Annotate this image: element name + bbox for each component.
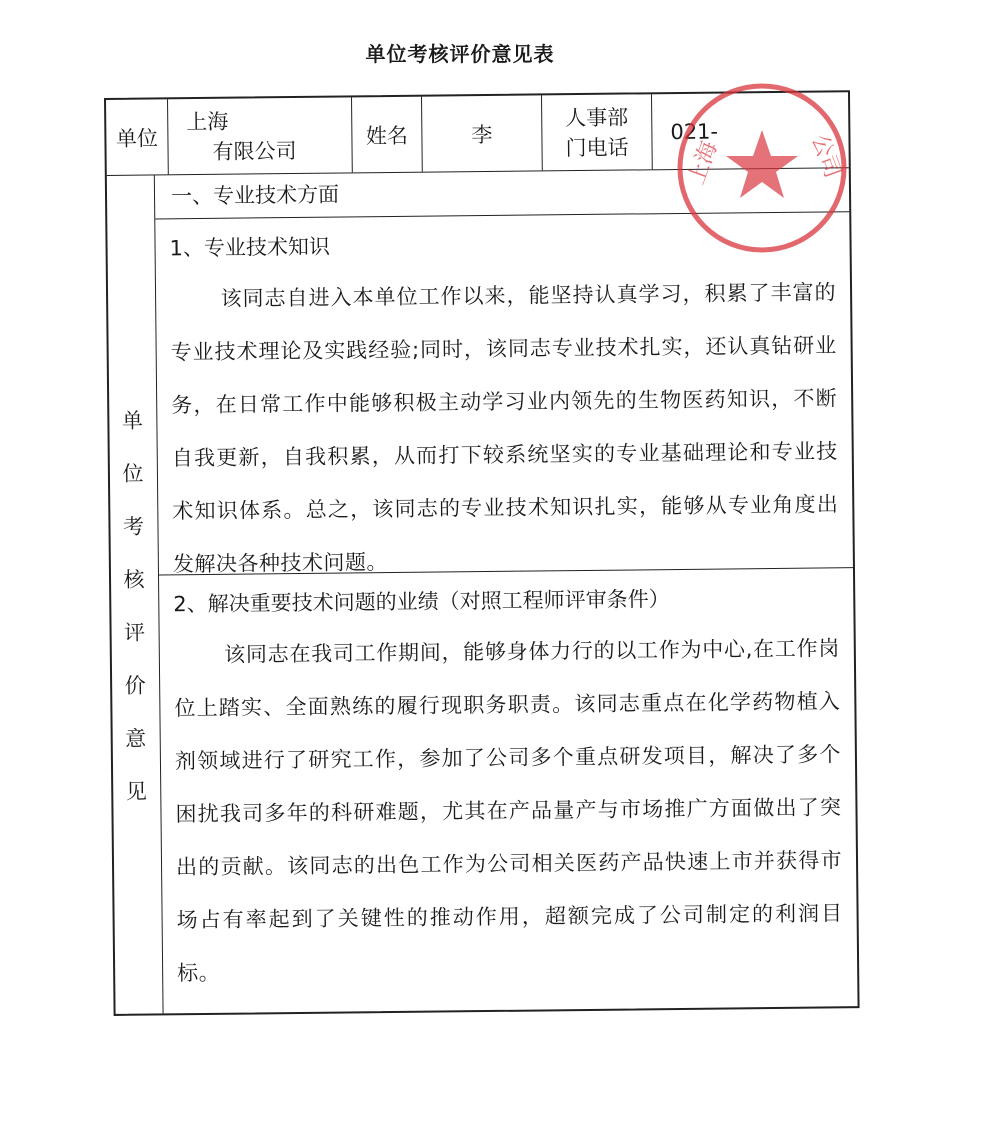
subsection-technical-achievements bbox=[159, 568, 858, 1013]
side-label-char: 评 bbox=[123, 620, 146, 645]
unit-label: 单位 bbox=[106, 99, 169, 175]
unit-value-line1: 上海 bbox=[186, 109, 229, 134]
subsection-body: 该同志自进入本单位工作以来，能坚持认真学习，积累了丰富的专业技术理论及实践经验;同时，该同志专业技术扎实，还认真钻研业务，在日常工作中能够积极主动学习业内领先的生物医药知识，不断自我更新，自我积累，从而打下较系统坚实的专业基础理论和专业技术知识体系。总之，该同志的专业技术知识扎实，能够从专业角度出发解决各种技术问题。 bbox=[170, 280, 839, 577]
subsection-professional-knowledge bbox=[155, 212, 853, 575]
hr-label-line1: 人事部 bbox=[565, 105, 629, 130]
side-label-char: 位 bbox=[122, 461, 144, 486]
company-seal-stamp bbox=[672, 78, 852, 258]
hr-phone-value: 021- bbox=[670, 119, 719, 144]
unit-value bbox=[168, 97, 353, 174]
hr-phone-label bbox=[542, 94, 653, 170]
subsection-title: 2、解决重要技术问题的业绩（对照工程师评审条件） bbox=[173, 587, 670, 617]
side-label-column bbox=[107, 174, 164, 1013]
side-label-char: 单 bbox=[121, 408, 144, 433]
side-label bbox=[109, 394, 159, 818]
name-value: 李 bbox=[422, 95, 543, 171]
side-label-char: 见 bbox=[125, 779, 147, 804]
unit-value-line2: 有限公司 bbox=[212, 138, 297, 164]
side-label-char: 价 bbox=[124, 673, 146, 698]
side-label-char: 考 bbox=[122, 514, 145, 539]
evaluation-content bbox=[155, 167, 858, 1013]
section-heading: 一、专业技术方面 bbox=[155, 167, 849, 219]
side-label-char: 意 bbox=[125, 726, 147, 751]
document-title: 单位考核评价意见表 bbox=[365, 42, 555, 66]
side-label-char: 核 bbox=[123, 567, 145, 592]
hr-label-line2: 门电话 bbox=[565, 135, 629, 160]
subsection-title: 1、专业技术知识 bbox=[169, 234, 331, 261]
name-label: 姓名 bbox=[352, 97, 423, 173]
svg-text:上海: 上海 bbox=[684, 138, 723, 189]
svg-text:公司: 公司 bbox=[806, 131, 845, 182]
subsection-body: 该同志在我司工作期间，能够身体力行的以工作为中心,在工作岗位上踏实、全面熟练的履行现职务职责。该同志重点在化学药物植入剂领域进行了研究工作，参加了公司多个重点研发项目，解决了多个困扰我司多年的科研难题，尤其在产品量产与市场推广方面做出了突出的贡献。该同志的出色工作为公司相关医药产品快速上市并获得市场占有率起到了关键性的推动作用，超额完成了公司制定的利润目标。 bbox=[174, 636, 843, 986]
